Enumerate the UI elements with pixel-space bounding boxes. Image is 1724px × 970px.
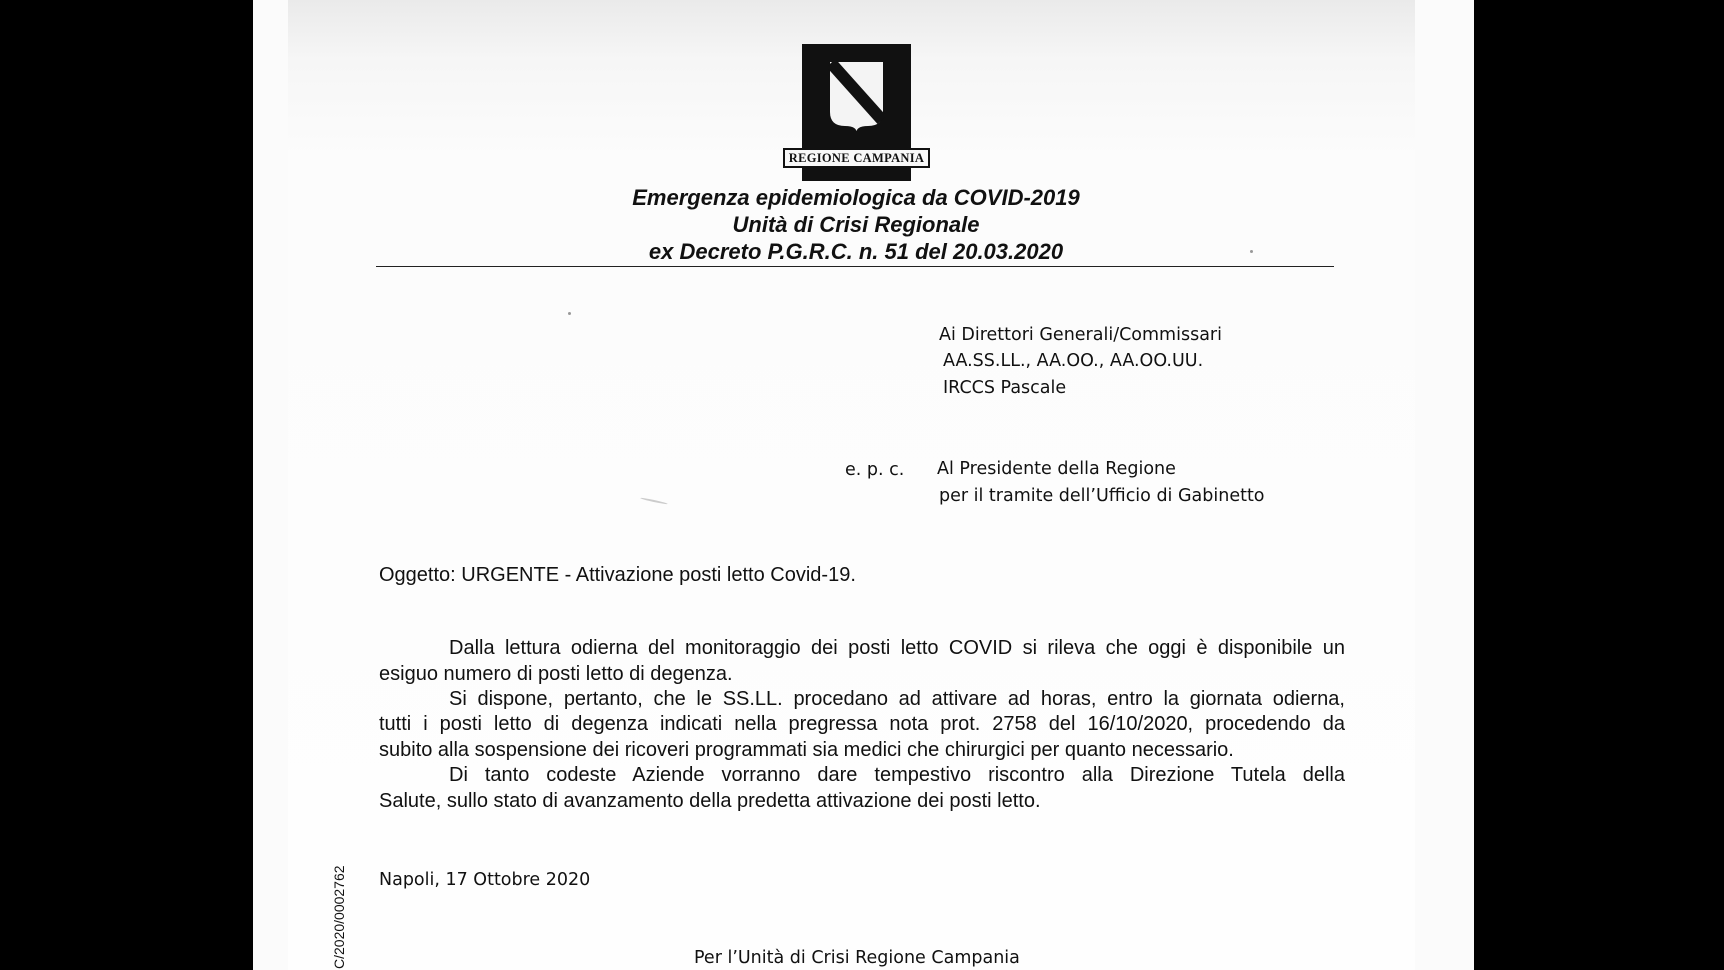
date-line: Napoli, 17 Ottobre 2020 (379, 870, 591, 890)
header-divider (376, 266, 1334, 267)
body-line: Si dispone, pertanto, che le SS.LL. procedano ad attivare ad horas, entro la giornata odierna, (449, 688, 1345, 710)
shield-icon (828, 60, 885, 132)
body-line: Dalla lettura odierna del monitoraggio dei posti letto COVID si rileva che oggi è disponibile un (449, 637, 1345, 659)
scan-speck (568, 312, 571, 315)
body-line: Salute, sullo stato di avanzamento della predetta attivazione dei posti letto. (379, 790, 1041, 812)
body-line: Di tanto codeste Aziende vorranno dare tempestivo riscontro alla Direzione Tutela della (449, 764, 1345, 786)
cc-recipient-line: Al Presidente della Regione (937, 459, 1176, 479)
header-decree: ex Decreto P.G.R.C. n. 51 del 20.03.2020 (648, 239, 1064, 264)
recipient-line: Ai Direttori Generali/Commissari (939, 325, 1222, 345)
subject-line: Oggetto: URGENTE - Attivazione posti letto Covid-19. (379, 564, 856, 586)
protocol-stamp: C/2020/0002762 (331, 865, 347, 969)
header-unit: Unità di Crisi Regionale (732, 212, 980, 237)
cc-recipient-line: per il tramite dell’Ufficio di Gabinetto (939, 486, 1265, 506)
emblem-label: REGIONE CAMPANIA (783, 148, 930, 168)
recipient-line: AA.SS.LL., AA.OO., AA.OO.UU. (943, 351, 1204, 371)
signature-line: Per l’Unità di Crisi Regione Campania (694, 948, 1020, 968)
body-line: tutti i posti letto di degenza indicati nella pregressa nota prot. 2758 del 16/10/2020, procedendo da (379, 713, 1345, 735)
cc-label: e. p. c. (845, 460, 905, 480)
recipient-line: IRCCS Pascale (943, 378, 1067, 398)
scan-speck (1250, 250, 1253, 253)
header-title: Emergenza epidemiologica da COVID-2019 (632, 185, 1080, 210)
body-line: subito alla sospensione dei ricoveri programmati sia medici che chirurgici per quanto necessario. (379, 739, 1234, 761)
body-line: esiguo numero di posti letto di degenza. (379, 663, 733, 685)
